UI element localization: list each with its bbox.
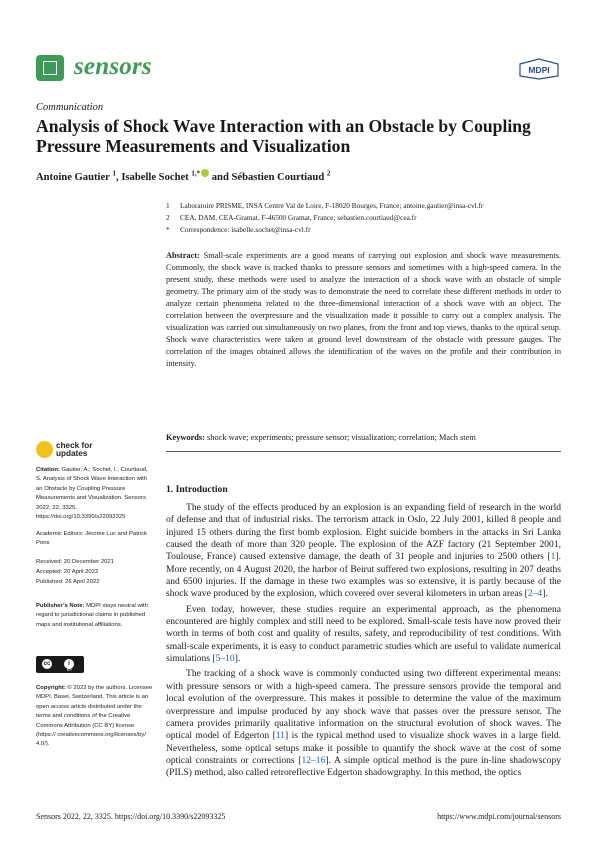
- paragraph: [166, 604, 561, 666]
- abstract-label: Abstract:: [166, 251, 200, 260]
- copyright-text: © 2022 by the authors. Licensee MDPI, Basel, Switzerland. This article is an open access article distributed under the terms and conditions of the Creative Commons Attribution (CC BY) license (https:// creativecommons.org/licenses/by/ 4.0/).: [36, 685, 153, 748]
- editors-text: Jérome Luc and Patrick Pons: [36, 531, 148, 547]
- article-type: Communication: [36, 102, 104, 113]
- keywords-text: shock wave; experiments; pressure sensor; visualization; correlation; Mach stem: [207, 433, 476, 442]
- paragraph-text: ].: [234, 653, 241, 665]
- publisher-note-label: Publisher’s Note:: [36, 603, 85, 609]
- body-text: [166, 502, 561, 780]
- journal-name[interactable]: sensors: [74, 53, 152, 80]
- citation-text: Gautier, A.; Sochet, I.; Courtiaud, S. Analysis of Shock Wave Interaction with an Obstacle by Coupling Pressure Measurements and Visualization. Sensors 2022, 22, 3325. https://doi.org/10.3390/s22093325: [36, 467, 148, 521]
- divider: [166, 451, 561, 452]
- affiliation-number: 2: [166, 213, 170, 222]
- check-updates-label: updates: [56, 449, 88, 458]
- affiliation-text: Laboratoire PRISME, INSA Centre Val de Loire, F-18020 Bourges, France; antoine.gautier@insa-cvl.fr: [180, 201, 484, 210]
- copyright-label: Copyright:: [36, 685, 66, 691]
- published-date: Published: 26 April 2022: [36, 579, 100, 585]
- citation-label: Citation:: [36, 467, 60, 473]
- author-list: [36, 169, 330, 183]
- paragraph-text: ].: [542, 588, 548, 600]
- orcid-icon[interactable]: [201, 169, 209, 177]
- attribution-icon: i: [63, 658, 75, 670]
- check-for-updates-button[interactable]: [36, 441, 120, 463]
- publisher-note-text: MDPI stays neutral with regard to jurisdictional claims in published maps and institutional affiliations.: [36, 603, 148, 628]
- abstract-text: Small-scale experiments are a good means of carrying out explosion and shock wave measurements. Commonly, the shock wave is tracked thanks to pressure sensors and sometimes with a high-speed camera. In the present study, these methods were used to analyze the interaction of a shock wave with an obstacle of simple geometry. The primary aim of the study was to demonstrate the need to correlate these different methods in order to analyze certain phenomena related to the three-dimensional interaction of a shock wave with an object. The correlation between the overpressure and the visualization made it possible to carry out a complex analysis. The visualization was carried out simultaneously on two planes, from the front and top views, thanks to the optical setup. Shock wave characteristics were taken at ground level downstream of the obstacle with pressure gauges. The correlation of the images obtained allows the identification of the waves on the profile and their contribution in intensity.: [166, 251, 562, 369]
- academic-editors: [36, 530, 154, 549]
- affiliation-text: Correspondence: isabelle.sochet@insa-cvl.fr: [180, 225, 311, 234]
- paragraph-text: ]. A simple optical method is the pure in-line shadowscopy (PILS) method, also called retroreflective Edgerton shadowgraphy. In this method, the optics: [166, 754, 561, 779]
- editors-label: Academic Editors:: [36, 531, 84, 537]
- check-updates-label: check for: [56, 441, 93, 450]
- author-affil-mark: 2: [326, 169, 331, 178]
- copyright: [36, 684, 154, 750]
- accepted-date: Accepted: 20 April 2022: [36, 569, 99, 575]
- publisher-note: [36, 602, 154, 630]
- author-name: Antoine Gautier: [36, 172, 110, 183]
- citation: [36, 466, 154, 522]
- mdpi-logo-icon[interactable]: [516, 58, 562, 80]
- affiliation-text: CEA, DAM, CEA-Gramat, F-46500 Gramat, France; sebastien.courtiaud@cea.fr: [180, 213, 417, 222]
- paragraph-text: ]. More recently, on 4 August 2020, the harbor of Beirut suffered two explosions, resulting in 207 deaths and 6500 injuries. If the damage in these two examples was so extensive, it is partly because of the shock wave produced by the explosion, which covered over several kilometers in urban areas [: [166, 551, 561, 600]
- received-date: Received: 20 December 2021: [36, 559, 114, 565]
- author-separator: ,: [116, 172, 122, 183]
- affiliation-number: 1: [166, 201, 170, 210]
- paragraph: [166, 502, 561, 601]
- author-affil-mark: 1: [112, 169, 117, 178]
- keywords-label: Keywords:: [166, 433, 205, 442]
- paragraph-text: The study of the effects produced by an explosion is an expanding field of research in the world of defense and that of industrial risks. The terrorism attack in Oslo, 22 July 2001, killed 8 people and injured 15 others during the first bomb explosion. Eight suicide bombers in the attacks in Sri Lanka caused the death of more than 320 people. The explosion of the AZF factory (21 September 2001, Toulouse, France) caused extensive damage, the death of 31 people and injuries to 2500 others [: [166, 502, 561, 563]
- affiliation-number: *: [166, 225, 170, 234]
- author-name: Isabelle Sochet: [121, 172, 189, 183]
- reference-link[interactable]: 12–16: [301, 754, 326, 766]
- chip-icon: [43, 61, 57, 75]
- paragraph-text: Even today, however, these studies require an experimental approach, as the phenomena encountered are highly complex and still need to be explored. Small-scale tests have now proved their worth in terms of both cost and quality of results, safety, and reproducibility of test conditions. With small-scale experiments, it is easy to conduct parametric studies which are useful to validate numerical simulations [: [166, 603, 561, 665]
- check-updates-icon: [36, 441, 53, 458]
- paragraph-text: The tracking of a shock wave is commonly conducted using two different experimental means: with pressure sensors or with a high-speed camera. The pressure sensors provide the temporal and local evolution of the overpressure. This makes it possible to determine the value of the maximum overpressure and impulse produced by any shock wave that passes over the pressure sensor. The camera provides primarily qualitative information on the structural evolution of shock waves. The optical model of Edgerton [: [166, 668, 561, 742]
- svg-text:MDPI: MDPI: [528, 65, 550, 75]
- author-affil-mark: 1,*: [191, 169, 201, 178]
- journal-logo-icon: [36, 55, 64, 81]
- reference-link[interactable]: 2–4: [527, 588, 543, 600]
- author-name: Sébastien Courtiaud: [231, 172, 325, 183]
- cc-by-license-icon[interactable]: [36, 656, 84, 673]
- cc-icon: cc: [41, 658, 53, 670]
- footer-journal-link[interactable]: https://www.mdpi.com/journal/sensors: [437, 812, 561, 821]
- paragraph: [166, 668, 561, 779]
- author-separator: and: [209, 172, 232, 183]
- reference-link[interactable]: 5–10: [215, 653, 235, 665]
- footer-citation[interactable]: Sensors 2022, 22, 3325. https://doi.org/10.3390/s22093325: [36, 812, 226, 821]
- reference-link[interactable]: 1: [550, 551, 556, 563]
- reference-link[interactable]: 11: [275, 730, 285, 742]
- keywords: [166, 432, 561, 444]
- article-title: Analysis of Shock Wave Interaction with an Obstacle by Coupling Pressure Measurements and Visualization: [36, 116, 531, 156]
- abstract: [166, 250, 561, 370]
- paragraph-text: ] is the typical method used to visualize shock waves in a large field. Nevertheless, some optical setups make it possible to quantify the shock wave at the cost of some optical constraints or corrections [: [166, 730, 561, 766]
- cc-badge-label: BY: [67, 667, 73, 672]
- section-heading: 1. Introduction: [166, 484, 228, 495]
